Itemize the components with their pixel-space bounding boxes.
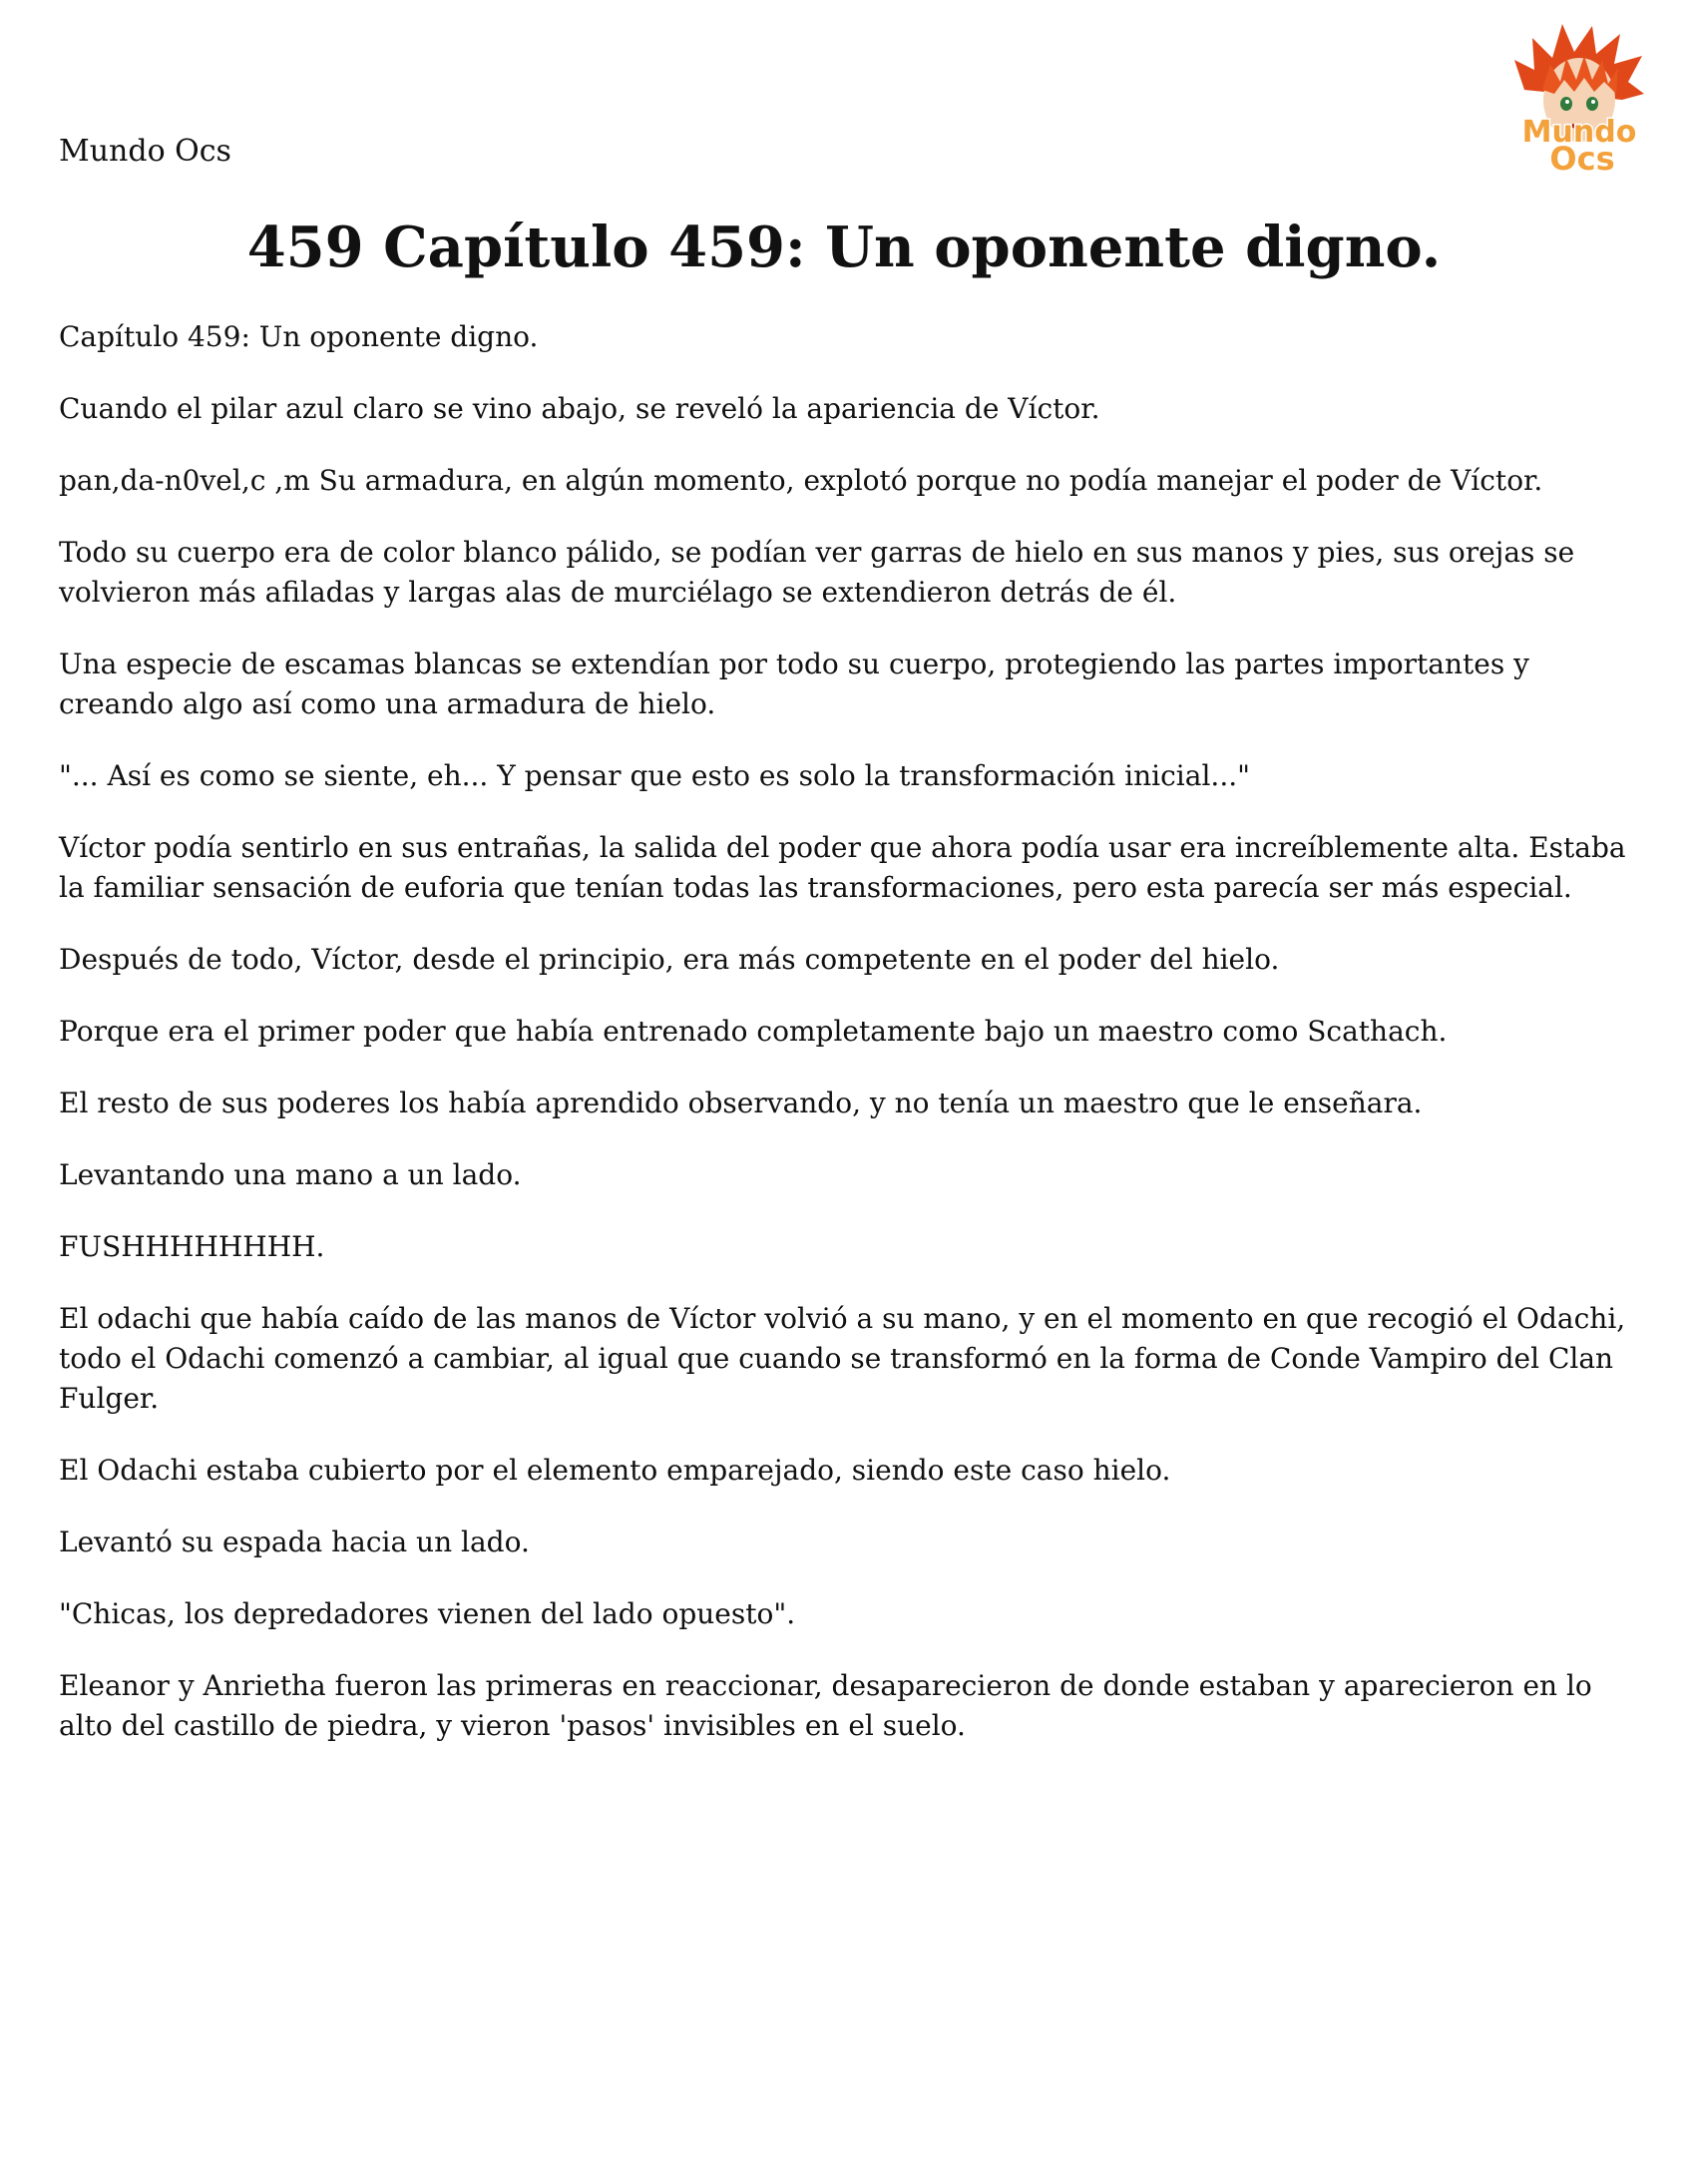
paragraph: Todo su cuerpo era de color blanco pálido, se podían ver garras de hielo en sus manos y pies, sus orejas se volvieron más afiladas y largas alas de murciélago se extendieron detrás de él. [59, 536, 1575, 609]
paragraph: Levantando una mano a un lado. [59, 1158, 522, 1191]
paragraph: Porque era el primer poder que había entrenado completamente bajo un maestro como Scathach. [59, 1015, 1448, 1048]
paragraph: FUSHHHHHHHH. [59, 1230, 325, 1263]
chapter-title: 459 Capítulo 459: Un oponente digno. [246, 215, 1442, 280]
site-name: Mundo Ocs [59, 134, 231, 169]
chapter-body [59, 317, 1635, 1778]
paragraph: Una especie de escamas blancas se extendían por todo su cuerpo, protegiendo las partes importantes y creando algo así como una armadura de hielo. [59, 648, 1529, 720]
paragraph: Víctor podía sentirlo en sus entrañas, la salida del poder que ahora podía usar era increíblemente alta. Estaba la familiar sensación de euforia que tenían todas las transformaciones, pero esta parecía ser más especial. [59, 831, 1626, 904]
paragraph: Capítulo 459: Un oponente digno. [59, 320, 539, 353]
paragraph: Cuando el pilar azul claro se vino abajo, se reveló la apariencia de Víctor. [59, 392, 1100, 425]
paragraph: El Odachi estaba cubierto por el elemento emparejado, siendo este caso hielo. [59, 1454, 1171, 1487]
logo-text-bottom: Ocs [1549, 140, 1615, 176]
mundo-ocs-logo-icon [1504, 20, 1654, 176]
paragraph: Levantó su espada hacia un lado. [59, 1526, 530, 1558]
paragraph: Eleanor y Anrietha fueron las primeras en reaccionar, desaparecieron de donde estaban y aparecieron en lo alto del castillo de piedra, y vieron 'pasos' invisibles en el suelo. [59, 1669, 1592, 1742]
paragraph: pan,da-n0vel,c ,m Su armadura, en algún momento, explotó porque no podía manejar el poder de Víctor. [59, 464, 1543, 497]
logo-text-top: Mundo [1521, 115, 1637, 150]
paragraph: El odachi que había caído de las manos de Víctor volvió a su mano, y en el momento en que recogió el Odachi, todo el Odachi comenzó a cambiar, al igual que cuando se transformó en la forma de Conde Vampiro del Clan Fulger. [59, 1302, 1626, 1415]
paragraph: Después de todo, Víctor, desde el principio, era más competente en el poder del hielo. [59, 943, 1280, 976]
paragraph: "... Así es como se siente, eh... Y pensar que esto es solo la transformación inicial..." [59, 759, 1250, 792]
paragraph: El resto de sus poderes los había aprendido observando, y no tenía un maestro que le enseñara. [59, 1087, 1423, 1119]
paragraph: "Chicas, los depredadores vienen del lado opuesto". [59, 1597, 796, 1630]
